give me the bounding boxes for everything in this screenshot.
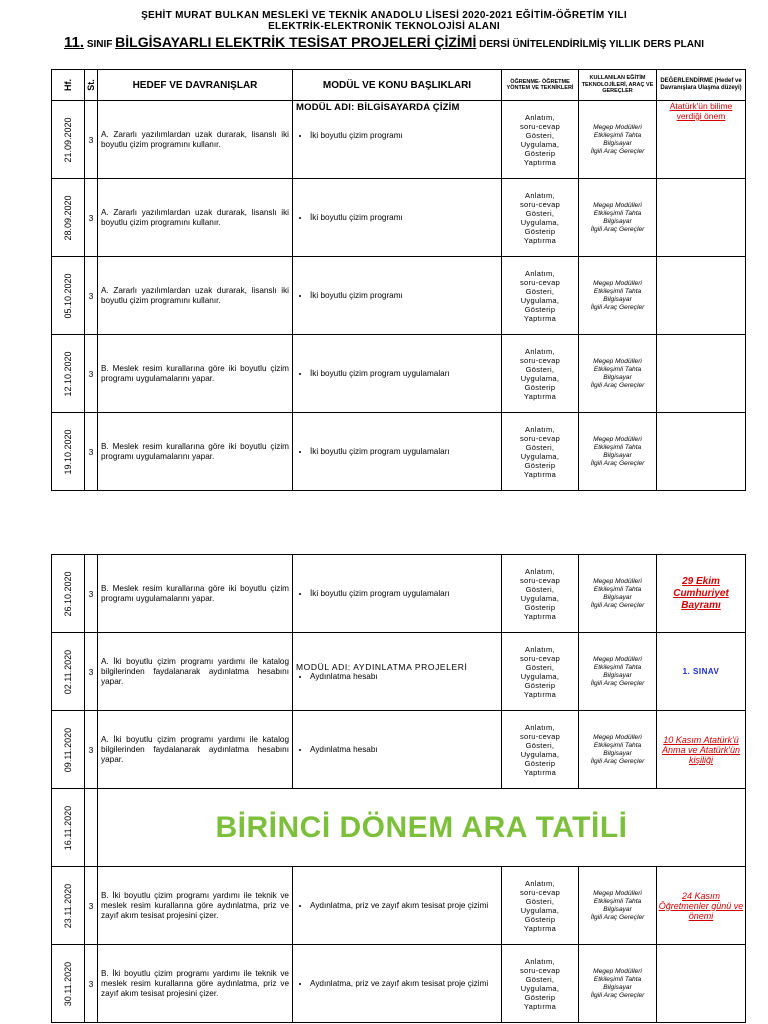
evaluation-note: 10 Kasım Atatürk'ü Anma ve Atatürk'ün kişiliği xyxy=(662,734,740,765)
tool-line: Megep Modülleri xyxy=(593,967,642,975)
method-line: Uygulama, xyxy=(520,749,560,759)
hours-cell: 3 xyxy=(85,633,98,711)
tool-line: Bilgisayar xyxy=(603,749,632,757)
module-topic: • İki boyutlu çizim program uygulamaları xyxy=(310,447,499,457)
hours-cell: 3 xyxy=(85,945,98,1023)
method-line: Uygulama, xyxy=(520,451,560,461)
week-date: 19.10.2020 xyxy=(63,428,73,475)
tools-cell xyxy=(579,413,657,491)
module-cell xyxy=(293,335,502,413)
method-line: Uygulama, xyxy=(520,983,560,993)
evaluation-cell xyxy=(657,413,746,491)
tool-line: İlgili Araç Gereçler xyxy=(590,147,645,155)
table-row xyxy=(52,335,746,413)
evaluation-note: Atatürk'ün bilime verdiği önem xyxy=(669,101,733,121)
module-cell xyxy=(293,945,502,1023)
method-line: Anlatım, xyxy=(525,878,555,888)
method-line: Uygulama, xyxy=(520,671,560,681)
method-line: Yaptırma xyxy=(523,611,557,621)
module-cell xyxy=(293,555,502,633)
module-topic-list xyxy=(296,291,499,301)
method-line: Uygulama, xyxy=(520,295,560,305)
module-topic-list xyxy=(296,369,499,379)
method-line: Gösteri, xyxy=(525,974,555,984)
method-line: Anlatım, xyxy=(525,956,555,966)
tool-line: Etkileşimli Tahta xyxy=(593,741,642,749)
methods-cell xyxy=(502,101,579,179)
evaluation-cell xyxy=(657,555,746,633)
method-line: Gösterip xyxy=(524,304,556,314)
tool-line: Megep Modülleri xyxy=(593,655,642,663)
objective-cell: A. Zararlı yazılımlardan uzak durarak, lisanslı iki boyutlu çizim programını kullanır. xyxy=(98,257,293,335)
module-topic: • İki boyutlu çizim programı xyxy=(310,213,499,223)
tool-line: Bilgisayar xyxy=(603,139,632,147)
module-topic: • Aydınlatma hesabı xyxy=(310,745,499,755)
evaluation-cell xyxy=(657,867,746,945)
week-cell xyxy=(52,555,85,633)
method-line: Gösterip xyxy=(524,460,556,470)
tool-line: Etkileşimli Tahta xyxy=(593,131,642,139)
tool-line: Etkileşimli Tahta xyxy=(593,365,642,373)
module-cell xyxy=(293,101,502,179)
method-line: Gösterip xyxy=(524,382,556,392)
module-topic-list xyxy=(296,213,499,223)
objective-cell: B. İki boyutlu çizim programı yardımı ile teknik ve meslek resim kurallarına göre aydınlatma, priz ve zayıf akım tesisat projesini çizer. xyxy=(98,867,293,945)
method-line: Uygulama, xyxy=(520,217,560,227)
method-line: Gösteri, xyxy=(525,740,555,750)
method-line: soru-cevap xyxy=(519,433,561,443)
evaluation-note: 24 Kasım Öğretmenler günü ve önemi xyxy=(658,890,744,921)
tool-line: Megep Modülleri xyxy=(593,435,642,443)
tool-line: İlgili Araç Gereçler xyxy=(590,601,645,609)
method-line: Anlatım, xyxy=(525,190,555,200)
method-line: Gösterip xyxy=(524,992,556,1002)
class-word: SINIF xyxy=(86,39,113,50)
hours-cell: 3 xyxy=(85,335,98,413)
tool-line: Etkileşimli Tahta xyxy=(593,585,642,593)
tool-line: İlgili Araç Gereçler xyxy=(590,459,645,467)
plan-table-2 xyxy=(51,554,746,1023)
method-line: Gösterip xyxy=(524,602,556,612)
tool-line: İlgili Araç Gereçler xyxy=(590,381,645,389)
evaluation-cell xyxy=(657,711,746,789)
week-date: 02.11.2020 xyxy=(63,649,73,694)
tool-line: Bilgisayar xyxy=(603,983,632,991)
tools-cell xyxy=(579,711,657,789)
week-date: 21.09.2020 xyxy=(63,116,73,163)
method-line: Gösteri, xyxy=(525,130,555,140)
evaluation-cell xyxy=(657,945,746,1023)
tools-cell xyxy=(579,335,657,413)
tool-line: Etkileşimli Tahta xyxy=(593,897,642,905)
methods-cell xyxy=(502,179,579,257)
plan-table-1 xyxy=(51,69,746,491)
method-line: soru-cevap xyxy=(519,575,561,585)
table-row xyxy=(52,867,746,945)
method-line: Gösterip xyxy=(524,148,556,158)
tool-line: Bilgisayar xyxy=(603,295,632,303)
method-line: Yaptırma xyxy=(523,313,557,323)
evaluation-cell xyxy=(657,633,746,711)
holiday-banner: BİRİNCİ DÖNEM ARA TATİLİ xyxy=(98,789,746,867)
method-line: Uygulama, xyxy=(520,373,560,383)
week-column-header: Hf. xyxy=(52,70,85,101)
methods-column-header: ÖĞRENME- ÖĞRETME YÖNTEM VE TEKNİKLERİ xyxy=(502,70,579,101)
tool-line: Megep Modülleri xyxy=(593,577,642,585)
methods-cell xyxy=(502,335,579,413)
objectives-column-header: HEDEF VE DAVRANIŞLAR xyxy=(98,70,293,101)
evaluation-cell xyxy=(657,179,746,257)
objective-cell: A. İki boyutlu çizim programı yardımı ile katalog bilgilerinden faydalanarak aydınlatma hesabını yapar. xyxy=(98,633,293,711)
tool-line: Bilgisayar xyxy=(603,373,632,381)
tool-line: İlgili Araç Gereçler xyxy=(590,757,645,765)
method-line: Gösterip xyxy=(524,680,556,690)
hours-cell: 3 xyxy=(85,413,98,491)
method-line: Gösterip xyxy=(524,226,556,236)
method-line: Yaptırma xyxy=(523,1001,557,1011)
tool-line: Megep Modülleri xyxy=(593,201,642,209)
method-line: Gösteri, xyxy=(525,896,555,906)
week-cell xyxy=(52,945,85,1023)
document-header xyxy=(0,10,768,52)
tool-line: Etkileşimli Tahta xyxy=(593,663,642,671)
hours-column-header: St. xyxy=(85,70,98,101)
method-line: Yaptırma xyxy=(523,689,557,699)
module-cell xyxy=(293,711,502,789)
method-line: Uygulama, xyxy=(520,905,560,915)
tool-line: Megep Modülleri xyxy=(593,279,642,287)
week-date: 30.11.2020 xyxy=(63,961,73,1006)
week-cell xyxy=(52,101,85,179)
table-row xyxy=(52,257,746,335)
table-row xyxy=(52,945,746,1023)
methods-cell xyxy=(502,633,579,711)
week-cell xyxy=(52,335,85,413)
evaluation-cell xyxy=(657,335,746,413)
method-line: Gösteri, xyxy=(525,208,555,218)
tool-line: Megep Modülleri xyxy=(593,357,642,365)
evaluation-column-header: DEĞERLENDİRME (Hedef ve Davranışlara Ulaşma düzeyi) xyxy=(657,70,746,101)
week-cell xyxy=(52,711,85,789)
method-line: Anlatım, xyxy=(525,346,555,356)
method-line: soru-cevap xyxy=(519,887,561,897)
week-date: 23.11.2020 xyxy=(63,883,73,928)
method-line: Gösterip xyxy=(524,914,556,924)
tool-line: İlgili Araç Gereçler xyxy=(590,679,645,687)
week-date: 12.10.2020 xyxy=(63,350,73,397)
module-topic: • Aydınlatma hesabı xyxy=(310,672,499,682)
tool-line: Etkileşimli Tahta xyxy=(593,975,642,983)
week-cell xyxy=(52,179,85,257)
method-line: Yaptırma xyxy=(523,391,557,401)
module-topic-list xyxy=(296,979,499,989)
module-topic: • İki boyutlu çizim program uygulamaları xyxy=(310,589,499,599)
module-topic-list xyxy=(296,672,499,682)
tool-line: Bilgisayar xyxy=(603,593,632,601)
module-header: MODÜL ADI: BİLGİSAYARDA ÇİZİM xyxy=(296,102,460,113)
tool-line: Bilgisayar xyxy=(603,451,632,459)
week-date: 26.10.2020 xyxy=(63,570,73,617)
tool-line: Bilgisayar xyxy=(603,671,632,679)
method-line: soru-cevap xyxy=(519,965,561,975)
method-line: Anlatım, xyxy=(525,566,555,576)
module-cell xyxy=(293,867,502,945)
hours-cell: 3 xyxy=(85,257,98,335)
method-line: Gösteri, xyxy=(525,662,555,672)
tools-cell xyxy=(579,633,657,711)
methods-cell xyxy=(502,413,579,491)
week-cell xyxy=(52,633,85,711)
method-line: soru-cevap xyxy=(519,355,561,365)
module-topic: • İki boyutlu çizim programı xyxy=(310,291,499,301)
method-line: Yaptırma xyxy=(523,157,557,167)
method-line: Gösteri, xyxy=(525,442,555,452)
tool-line: Etkileşimli Tahta xyxy=(593,443,642,451)
hours-cell: 3 xyxy=(85,555,98,633)
evaluation-cell xyxy=(657,257,746,335)
field-title: ELEKTRİK-ELEKTRONİK TEKNOLOJİSİ ALANI xyxy=(268,21,500,32)
method-line: Anlatım, xyxy=(525,112,555,122)
tool-line: İlgili Araç Gereçler xyxy=(590,225,645,233)
methods-cell xyxy=(502,555,579,633)
methods-cell xyxy=(502,945,579,1023)
week-cell xyxy=(52,257,85,335)
objective-cell: B. Meslek resim kurallarına göre iki boyutlu çizim programı uygulamalarını yapar. xyxy=(98,413,293,491)
method-line: Anlatım, xyxy=(525,644,555,654)
module-cell xyxy=(293,413,502,491)
tools-cell xyxy=(579,101,657,179)
module-cell xyxy=(293,179,502,257)
module-topic: • Aydınlatma, priz ve zayıf akım tesisat proje çizimi xyxy=(310,901,499,911)
tools-cell xyxy=(579,179,657,257)
objective-cell: B. Meslek resim kurallarına göre iki boyutlu çizim programı uygulamalarını yapar. xyxy=(98,555,293,633)
course-name: BİLGİSAYARLI ELEKTRİK TESİSAT PROJELERİ ÇİZİMİ xyxy=(115,34,477,50)
school-title: ŞEHİT MURAT BULKAN MESLEKİ VE TEKNİK ANADOLU LİSESİ 2020-2021 EĞİTİM-ÖĞRETİM YILI xyxy=(141,10,627,21)
evaluation-cell xyxy=(657,101,746,179)
tool-line: Megep Modülleri xyxy=(593,889,642,897)
tools-cell xyxy=(579,945,657,1023)
module-topic-list xyxy=(296,131,499,141)
method-line: Gösterip xyxy=(524,758,556,768)
hours-cell: 3 xyxy=(85,101,98,179)
method-line: Yaptırma xyxy=(523,767,557,777)
method-line: Uygulama, xyxy=(520,139,560,149)
week-date: 05.10.2020 xyxy=(63,272,73,319)
tool-line: İlgili Araç Gereçler xyxy=(590,913,645,921)
module-topic: • İki boyutlu çizim program uygulamaları xyxy=(310,369,499,379)
module-topic-list xyxy=(296,745,499,755)
week-cell xyxy=(52,413,85,491)
method-line: Anlatım, xyxy=(525,424,555,434)
week-date: 16.11.2020 xyxy=(63,805,73,850)
module-topic-list xyxy=(296,901,499,911)
tools-cell xyxy=(579,867,657,945)
objective-cell: B. Meslek resim kurallarına göre iki boyutlu çizim programı uygulamalarını yapar. xyxy=(98,335,293,413)
class-number: 11. xyxy=(64,34,85,51)
methods-cell xyxy=(502,257,579,335)
table-row xyxy=(52,633,746,711)
module-topic: • İki boyutlu çizim programı xyxy=(310,131,499,141)
tools-column-header: KULLANILAN EĞİTİM TEKNOLOJİLERİ, ARAÇ VE GEREÇLER xyxy=(579,70,657,101)
plan-title xyxy=(0,35,768,52)
week-cell xyxy=(52,867,85,945)
module-topic-list xyxy=(296,589,499,599)
module-topic: • Aydınlatma, priz ve zayıf akım tesisat proje çizimi xyxy=(310,979,499,989)
evaluation-note: 1. SINAV xyxy=(682,667,720,676)
tool-line: Etkileşimli Tahta xyxy=(593,287,642,295)
week-date: 09.11.2020 xyxy=(63,727,73,772)
tool-line: Bilgisayar xyxy=(603,217,632,225)
table-row xyxy=(52,101,746,179)
method-line: soru-cevap xyxy=(519,731,561,741)
table-row xyxy=(52,413,746,491)
tool-line: Bilgisayar xyxy=(603,905,632,913)
objective-cell: A. Zararlı yazılımlardan uzak durarak, lisanslı iki boyutlu çizim programını kullanır. xyxy=(98,101,293,179)
method-line: Yaptırma xyxy=(523,235,557,245)
tool-line: Megep Modülleri xyxy=(593,123,642,131)
week-cell xyxy=(52,789,85,867)
module-topic-list xyxy=(296,447,499,457)
week-date: 28.09.2020 xyxy=(63,194,73,241)
method-line: Gösteri, xyxy=(525,584,555,594)
method-line: Yaptırma xyxy=(523,923,557,933)
method-line: Anlatım, xyxy=(525,268,555,278)
methods-cell xyxy=(502,867,579,945)
methods-cell xyxy=(502,711,579,789)
tools-cell xyxy=(579,257,657,335)
objective-cell: A. İki boyutlu çizim programı yardımı ile katalog bilgilerinden faydalanarak aydınlatma hesabını yapar. xyxy=(98,711,293,789)
tool-line: Megep Modülleri xyxy=(593,733,642,741)
hours-cell: 3 xyxy=(85,179,98,257)
tool-line: İlgili Araç Gereçler xyxy=(590,991,645,999)
method-line: Gösteri, xyxy=(525,286,555,296)
hours-cell: 3 xyxy=(85,867,98,945)
table-row xyxy=(52,789,746,867)
modules-column-header: MODÜL VE KONU BAŞLIKLARI xyxy=(293,70,502,101)
tool-line: İlgili Araç Gereçler xyxy=(590,303,645,311)
objective-cell: B. İki boyutlu çizim programı yardımı ile teknik ve meslek resim kurallarına göre aydınlatma, priz ve zayıf akım tesisat projesini çizer. xyxy=(98,945,293,1023)
method-line: soru-cevap xyxy=(519,199,561,209)
hours-cell: 3 xyxy=(85,711,98,789)
table-header-row xyxy=(52,70,746,101)
method-line: soru-cevap xyxy=(519,277,561,287)
evaluation-note: 29 Ekim Cumhuriyet Bayramı xyxy=(673,575,729,611)
method-line: Anlatım, xyxy=(525,722,555,732)
method-line: Yaptırma xyxy=(523,469,557,479)
module-cell xyxy=(293,633,502,711)
plan-suffix: DERSİ ÜNİTELENDİRİLMİŞ YILLIK DERS PLANI xyxy=(479,39,704,50)
objective-cell: A. Zararlı yazılımlardan uzak durarak, lisanslı iki boyutlu çizim programını kullanır. xyxy=(98,179,293,257)
table-row xyxy=(52,711,746,789)
method-line: Uygulama, xyxy=(520,593,560,603)
tools-cell xyxy=(579,555,657,633)
module-cell xyxy=(293,257,502,335)
method-line: soru-cevap xyxy=(519,653,561,663)
table-row xyxy=(52,179,746,257)
tool-line: Etkileşimli Tahta xyxy=(593,209,642,217)
method-line: Gösteri, xyxy=(525,364,555,374)
hours-cell xyxy=(85,789,98,867)
method-line: soru-cevap xyxy=(519,121,561,131)
table-row xyxy=(52,555,746,633)
module-header: MODÜL ADI: AYDINLATMA PROJELERİ xyxy=(296,661,468,672)
